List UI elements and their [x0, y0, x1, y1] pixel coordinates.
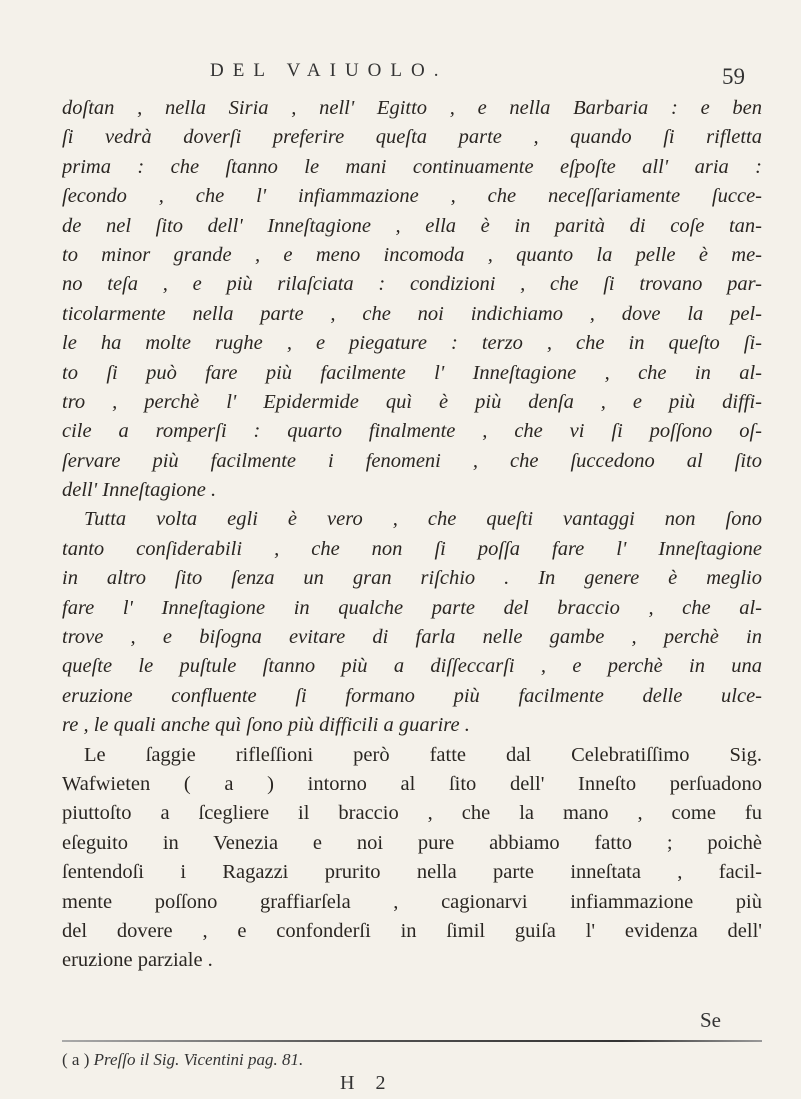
- text-line: dell' Inneſtagione .: [62, 479, 217, 502]
- italic-passage: [62, 94, 762, 741]
- text-line: ſi vedrà doverſi preferire queſta parte , quando ſi rifletta: [62, 126, 762, 149]
- text-line: eruzione confluente ſi formano più facilmente delle ulce-: [62, 684, 762, 707]
- text-line: in altro ſito ſenza un gran riſchio . In genere è meglio: [62, 567, 762, 590]
- text-line: no teſa , e più rilaſciata : condizioni , che ſi trovano par-: [62, 273, 762, 296]
- footnote-rule: [62, 1040, 762, 1042]
- text-line: de nel ſito dell' Inneſtagione , ella è in parità di coſe tan-: [62, 214, 762, 237]
- text-line: del dovere , e confonderſi in ſimil guiſa l' evidenza dell': [62, 919, 762, 942]
- footnote-text: Preſſo il Sig. Vicentini pag. 81.: [93, 1050, 304, 1069]
- text-line: to ſi può fare più facilmente l' Inneſtagione , che in al-: [62, 361, 762, 384]
- text-line: Wafwieten ( a ) intorno al ſito dell' Inneſto perſuadono: [62, 772, 762, 795]
- text-line: ticolarmente nella parte , che noi indichiamo , dove la pel-: [62, 302, 762, 325]
- body-text: [62, 94, 762, 976]
- text-line: Le ſaggie rifleſſioni però fatte dal Celebratiſſimo Sig.: [84, 743, 762, 766]
- footnote: [62, 1050, 303, 1070]
- page-number: 59: [722, 64, 745, 89]
- roman-passage: [62, 741, 762, 976]
- text-line: piuttoſto a ſcegliere il braccio , che la mano , come fu: [62, 802, 762, 825]
- text-line: tanto conſiderabili , che non ſi poſſa fare l' Inneſtagione: [62, 537, 762, 560]
- text-line: eſeguito in Venezia e noi pure abbiamo fatto ; poichè: [62, 831, 762, 854]
- text-line: le ha molte rughe , e piegature : terzo , che in queſto ſi-: [62, 332, 762, 355]
- text-line: to minor grande , e meno incomoda , quanto la pelle è me-: [62, 243, 762, 266]
- footnote-marker: ( a ): [62, 1050, 90, 1069]
- text-line: eruzione parziale .: [62, 949, 213, 972]
- text-line: cile a romperſi : quarto finalmente , che vi ſi poſſono oſ-: [62, 420, 762, 443]
- signature-mark: H 2: [340, 1072, 394, 1094]
- text-line: queſte le puſtule ſtanno più a diſſeccarſi , e perchè in una: [62, 655, 762, 678]
- text-line: ſentendoſi i Ragazzi prurito nella parte inneſtata , facil-: [62, 861, 762, 884]
- text-line: doſtan , nella Siria , nell' Egitto , e nella Barbaria : e ben: [62, 97, 762, 119]
- text-line: prima : che ſtanno le mani continuamente eſpoſte all' aria :: [62, 155, 762, 178]
- text-line: ſecondo , che l' infiammazione , che neceſſariamente ſucce-: [62, 185, 762, 208]
- text-line: trove , e biſogna evitare di farla nelle gambe , perchè in: [62, 626, 762, 649]
- running-head: DEL VAIUOLO.: [210, 60, 448, 81]
- text-line: mente poſſono graffiarſela , cagionarvi infiammazione più: [62, 890, 762, 913]
- text-line: fare l' Inneſtagione in qualche parte del braccio , che al-: [62, 596, 762, 619]
- text-line: tro , perchè l' Epidermide quì è più denſa , e più diffi-: [62, 390, 762, 413]
- text-line: Tutta volta egli è vero , che queſti vantaggi non ſono: [84, 508, 762, 531]
- text-line: ſervare più facilmente i fenomeni , che ſuccedono al ſito: [62, 449, 762, 472]
- catchword: Se: [700, 1008, 721, 1032]
- text-line: re , le quali anche quì ſono più difficili a guarire .: [62, 714, 470, 737]
